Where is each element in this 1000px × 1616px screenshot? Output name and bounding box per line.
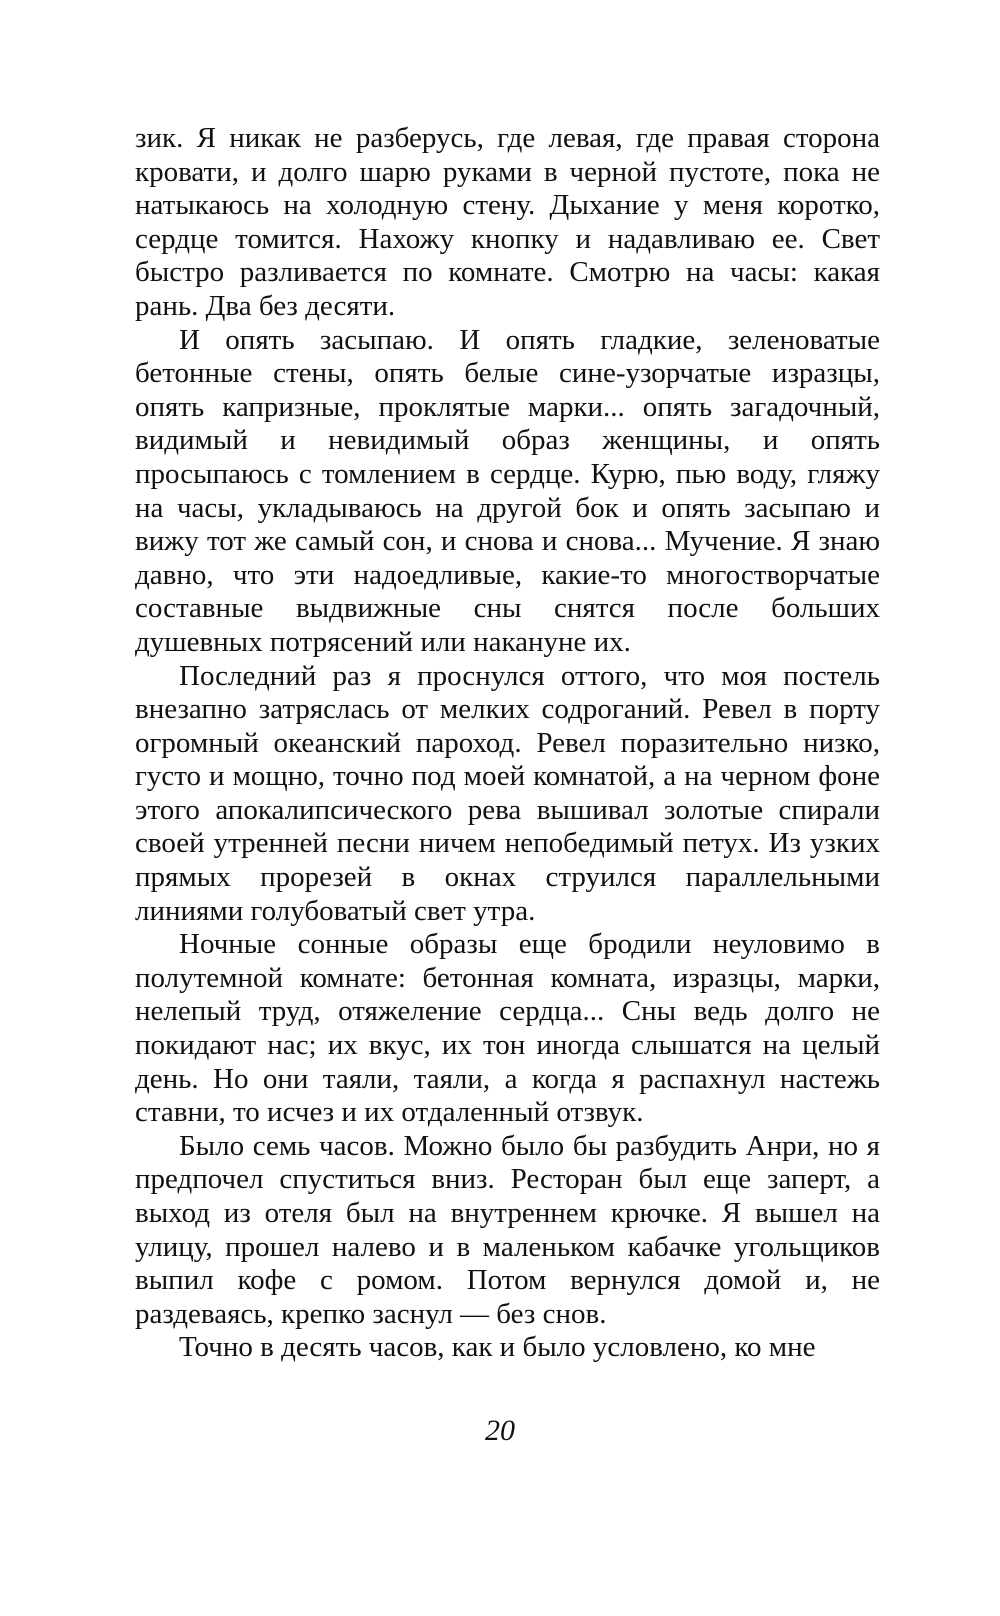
paragraph-5: Было семь часов. Можно было бы разбудить Анри, но я предпочел спуститься вниз. Ресторан был еще заперт, а выход из отеля был на внутреннем крючке. Я вышел на улицу, прошел налево и в маленьком кабачке угольщиков выпил кофе с ромом. Потом вернулся домой и, не раздеваясь, крепко заснул — без снов. [135,1129,880,1330]
paragraph-1: зик. Я никак не разберусь, где левая, где правая сторона кровати, и долго шарю руками в черной пустоте, пока не натыкаюсь на холодную стену. Дыхание у меня коротко, сердце томится. Нахожу кнопку и надавливаю ее. Свет быстро разливается по комнате. Смотрю на часы: какая рань. Два без десяти. [135,122,880,322]
paragraph-4: Ночные сонные образы еще бродили неуловимо в полутемной комнате: бетонная комната, изразцы, марки, нелепый труд, отяжеление сердца... Сны ведь долго не покидают нас; их вкус, их тон иногда слышатся на целый день. Но они таяли, таяли, а когда я распахнул настежь ставни, то исчез и их отдаленный отзвук. [135,928,880,1129]
paragraph-6: Точно в десять часов, как и было условлено, ко мне [179,1331,816,1364]
paragraph-2: И опять засыпаю. И опять гладкие, зеленоватые бетонные стены, опять белые сине-узорчатые изразцы, опять капризные, проклятые марки... опять загадочный, видимый и невидимый образ женщины, и опять просыпаюсь с томлением в сердце. Курю, пью воду, гляжу на часы, укладываюсь на другой бок и опять засыпаю и вижу тот же самый сон, и снова и снова... Мучение. Я знаю давно, что эти надоедливые, какие-то многостворчатые составные выдвижные сны снятся после больших душевных потрясений или накануне их. [135,323,880,658]
page-number: 20 [485,1414,515,1447]
body-text [135,122,880,1365]
paragraph-3: Последний раз я проснулся оттого, что моя постель внезапно затряслась от мелких содроганий. Ревел в порту огромный океанский пароход. Ревел поразительно низко, густо и мощно, точно под моей комнатой, а на черном фоне этого апокалипсического рева вышивал золотые спирали своей утренней песни ничем непобедимый петух. Из узких прямых прорезей в окнах струился параллельными линиями голубоватый свет утра. [135,659,880,927]
